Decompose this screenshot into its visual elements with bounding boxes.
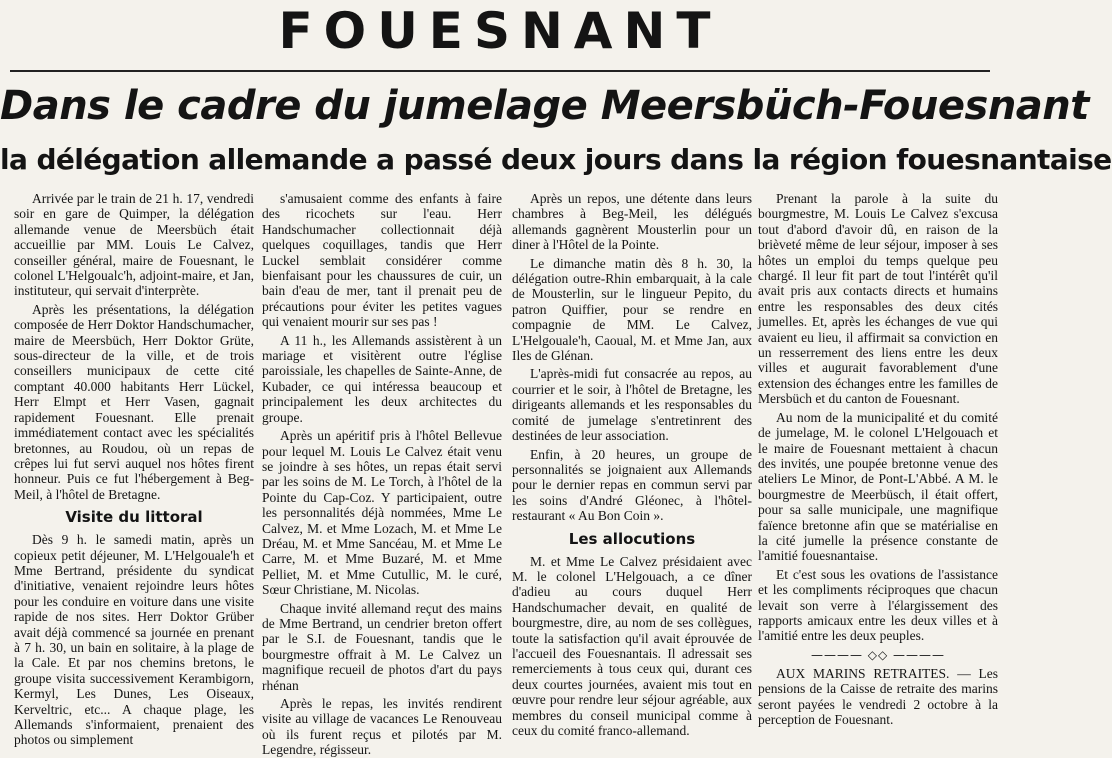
paragraph: Enfin, à 20 heures, un groupe de personnalités se joignaient aux Allemands pour le dernier repas en commun servi par les soins d'André Gléonec, à l'hôtel-restaurant « Au Bon Coin ». xyxy=(512,446,752,524)
notice-body: Les pensions de la Caisse de retraite des marins seront payées le vendredi 2 octobre à la perception de Fouesnant. xyxy=(758,665,998,727)
paragraph: Le dimanche matin dès 8 h. 30, la délégation outre-Rhin embarquait, à la cale de Mousterlin, sur le lingueur Pepito, du patron Quiffier, pour se rendre en compagnie de MM. Le Calvez, L'Helgouale'h, Caoual, M. et Mme Jan, aux Iles de Glénan. xyxy=(512,255,752,364)
paragraph: L'après-midi fut consacrée au repos, au courrier et le soir, à l'hôtel de Bretagne, les dirigeants allemands et les responsables du comité de jumelage s'entretinrent des destinées de leur association. xyxy=(512,366,752,444)
section-heading: Visite du littoral xyxy=(65,508,203,527)
paragraph: s'amusaient comme des enfants à faire des ricochets sur l'eau. Herr Handschumacher collectionnait déjà quelques coquillages, tandis que Herr Luckel semblait considérer comme bienfaisant pour les chaussures de cuir, un bain d'eau de mer, tant il prenait peu de précautions pour éviter les petites vagues qui venaient mourir sur ses pas ! xyxy=(262,191,502,330)
notice-paragraph xyxy=(758,666,998,728)
masthead-title: FOUESNANT xyxy=(278,2,722,60)
notice-lead: AUX MARINS RETRAITES. — xyxy=(776,665,971,681)
masthead-rule xyxy=(10,70,990,72)
article-column-1 xyxy=(14,191,254,748)
masthead xyxy=(0,0,1000,64)
paragraph: Chaque invité allemand reçut des mains de Mme Bertrand, un cendrier breton offert par le S.I. de Fouesnant, tandis que le bourgmestre offrait à M. Le Calvez un magnifique recueil de photos d'art du pays rhénan xyxy=(262,600,502,693)
paragraph: Dès 9 h. le samedi matin, après un copieux petit déjeuner, M. L'Helgouale'h et Mme Bertrand, présidente du syndicat d'initiative, venaient rejoindre leurs hôtes pour les conduire en voiture dans une visite rapide de nos sites. Herr Doktor Grüber avait déjà commencé sa journée en prenant à 7 h. 30, un bain en solitaire, à la plage de la Cale. Et par nos chemins bretons, le groupe visita successivement Kerambigorn, Kermyl, Les Dunes, Les Oiseaux, Kerveltric, etc... A chaque plage, les Allemands s'informaient, prenaient des photos ou simplement xyxy=(14,532,254,748)
article-column-4 xyxy=(758,191,998,727)
paragraph: M. et Mme Le Calvez présidaient avec M. le colonel L'Helgouach, a ce dîner d'adieu au cours duquel Herr Handschumacher devait, en qualité de bourgmestre, dire, au nom de ses collègues, toute la satisfaction qu'il avait éprouvée de l'accueil des Fouesnantais. Il adressait ses remerciements à tous ceux qui, durant ces deux courtes journées, avaient mis tout en œuvre pour rendre leur séjour agréable, aux membres du conseil municipal comme à ceux du comité franco-allemand. xyxy=(512,553,752,738)
article-column-3 xyxy=(512,191,752,738)
separator-ornament: ———— ◇◇ ———— xyxy=(810,647,946,662)
paragraph: Après le repas, les invités rendirent visite au village de vacances Le Renouveau où ils furent reçus et pilotés par M. Legendre, régisseur. xyxy=(262,696,502,758)
main-headline: Dans le cadre du jumelage Meersbüch-Fouesnant xyxy=(0,83,1089,129)
paragraph: Après un apéritif pris à l'hôtel Bellevue pour lequel M. Louis Le Calvez était venu se joindre à ses hôtes, un repas était servi par les soins de M. Le Torch, à l'hôtel de la Pointe du Cap-Coz. Y participaient, outre les personnalités déjà nommées, Mme Le Calvez, M. et Mme Lozach, M. et Mme Le Dréau, M. et Mme Sancéau, M. et Mme Le Carre, M. et Mme Buzaré, M. et Mme Pelliet, M. et Mme Cutullic, M. le curé, Sœur Christiane, M. Nicolas. xyxy=(262,428,502,598)
sub-headline: la délégation allemande a passé deux jours dans la région fouesnantaise xyxy=(0,143,1112,176)
paragraph: Après un repos, une détente dans leurs chambres à Beg-Meil, les délégués allemands gagnèrent Mousterlin pour un diner à l'Hôtel de la Pointe. xyxy=(512,191,752,253)
article-column-2 xyxy=(262,191,502,758)
paragraph: Et c'est sous les ovations de l'assistance et les compliments réciproques que chacun levait son verre à l'élargissement des rapports amicaux entre les deux villes et à l'amitié entre les deux peuples. xyxy=(758,566,998,644)
paragraph: A 11 h., les Allemands assistèrent à un mariage et visitèrent outre l'église paroissiale, les chapelles de Sainte-Anne, de Kubader, ce qui intéressa beaucoup et principalement les deux architectes du groupe. xyxy=(262,332,502,425)
section-heading: Les allocutions xyxy=(568,529,696,548)
paragraph: Arrivée par le train de 21 h. 17, vendredi soir en gare de Quimper, la délégation allemande venue de Meersbüch était accueillie par MM. Louis Le Calvez, conseiller général, maire de Fouesnant, le colonel L'Helgoualc'h, adjoint-maire, et Jan, instituteur, qui servait d'interprète. xyxy=(14,191,254,299)
paragraph: Prenant la parole à la suite du bourgmestre, M. Louis Le Calvez s'excusa tout d'abord d'avoir dû, en raison de la brièveté même de leur séjour, imposer à ses hôtes un emploi du temps quelque peu chargé. Il leur fit part de tout l'intérêt qu'il avait pris aux contacts directs et humains entre les responsables des deux cités jumelles. Et, après les échanges de vue qui avaient eu lieu, il affirmait sa conviction en un resserrement des liens entre les deux villes et augurait favorablement d'une extension des échanges entre les familles de Mersbüch et du canton de Fouesnant. xyxy=(758,191,998,407)
paragraph: Au nom de la municipalité et du comité de jumelage, M. le colonel L'Helgouach et le maire de Fouesnant mettaient à chacun des invités, une poupée bretonne venue des ateliers Le Minor, de Pont-L'Abbé. A M. le bourgmestre de Meerbüsch, il était offert, pour sa salle municipale, une magnifique faïence bretonne afin que se matérialise en la cité jumelle la présence constante de l'amitié fouesnantaise. xyxy=(758,409,998,564)
paragraph: Après les présentations, la délégation composée de Herr Doktor Handschumacher, maire de Meersbüch, Herr Doktor Grüte, sous-directeur de la ville, et de trois conseillers municipaux de cette cité comptant 40.000 habitants Herr Lückel, Herr Elmpt et Herr Vasen, gagnait rapidement Fouesnant. Elle prenait immédiatement contact avec les spécialités bretonnes, au Roudou, où un repas de crêpes lui fut servi auquel nos hôtes firent honneur. Puis ce fut l'hébergement à Beg-Meil, à l'hôtel de Bretagne. xyxy=(14,301,254,502)
